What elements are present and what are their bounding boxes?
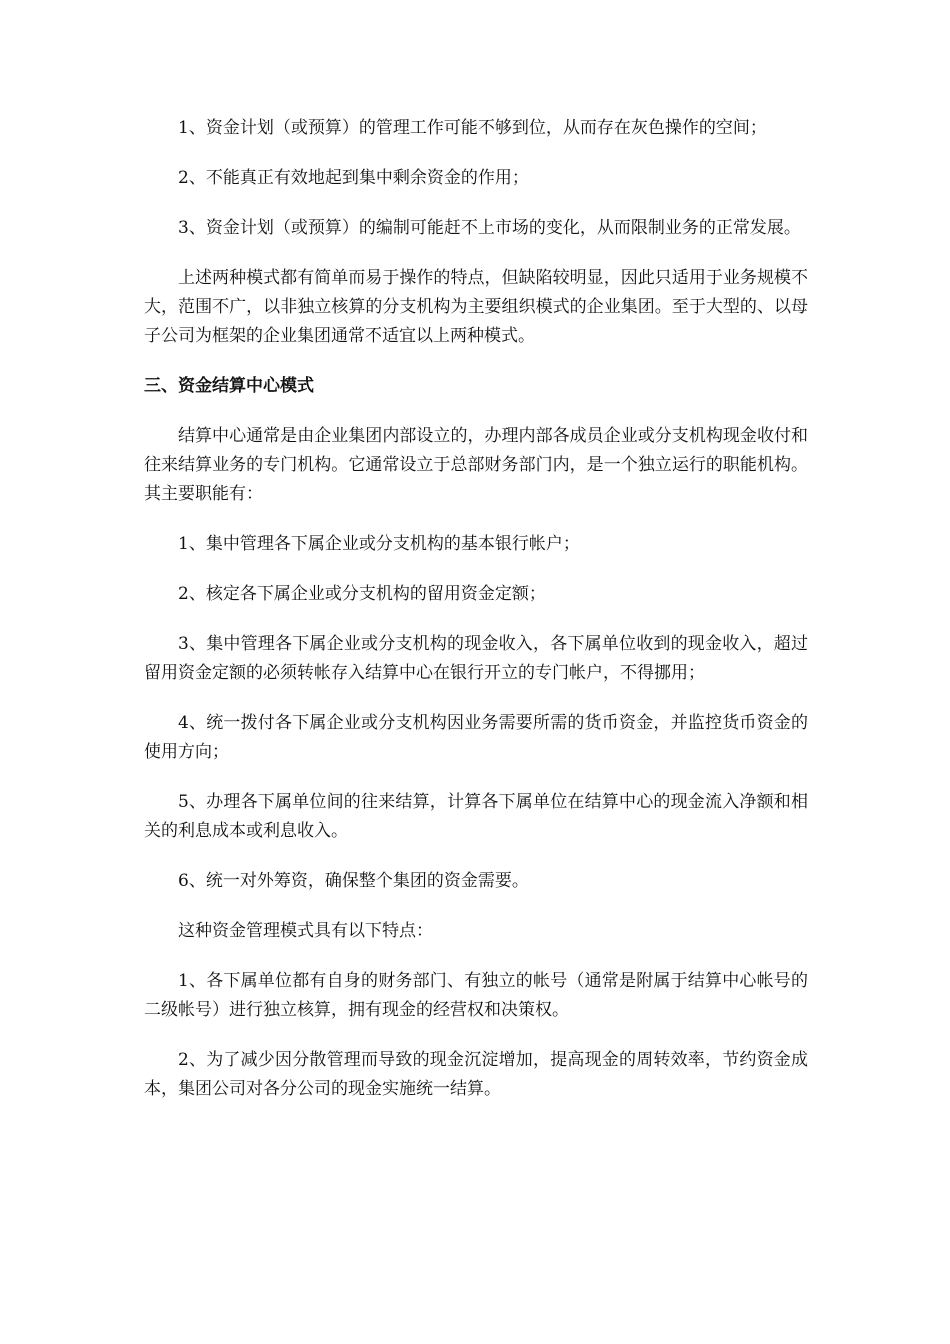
paragraph-feature-1: 1、各下属单位都有自身的财务部门、有独立的帐号（通常是附属于结算中心帐号的二级帐号）进行独立核算，拥有现金的经营权和决策权。 — [144, 971, 808, 1020]
paragraph-item-3: 3、资金计划（或预算）的编制可能赶不上市场的变化，从而限制业务的正常发展。 — [178, 218, 801, 238]
paragraph-function-3: 3、集中管理各下属企业或分支机构的现金收入，各下属单位收到的现金收入，超过留用资金定额的必须转帐存入结算中心在银行开立的专门帐户，不得挪用； — [144, 634, 808, 683]
paragraph-function-5: 5、办理各下属单位间的往来结算，计算各下属单位在结算中心的现金流入净额和相关的利息成本或利息收入。 — [144, 792, 808, 841]
paragraph-function-6: 6、统一对外筹资，确保整个集团的资金需要。 — [178, 871, 529, 891]
paragraph-function-1: 1、集中管理各下属企业或分支机构的基本银行帐户； — [178, 534, 580, 554]
paragraph-features-intro: 这种资金管理模式具有以下特点： — [178, 921, 433, 941]
paragraph-function-2: 2、核定各下属企业或分支机构的留用资金定额； — [178, 584, 546, 604]
paragraph-item-1: 1、资金计划（或预算）的管理工作可能不够到位，从而存在灰色操作的空间； — [178, 118, 767, 138]
paragraph-summary: 上述两种模式都有简单而易于操作的特点，但缺陷较明显，因此只适用于业务规模不大，范围不广，以非独立核算的分支机构为主要组织模式的企业集团。至于大型的、以母子公司为框架的企业集团通常不适宜以上两种模式。 — [144, 268, 808, 346]
paragraph-feature-2: 2、为了减少因分散管理而导致的现金沉淀增加，提高现金的周转效率，节约资金成本，集团公司对各分公司的现金实施统一结算。 — [144, 1050, 808, 1099]
paragraph-item-2: 2、不能真正有效地起到集中剩余资金的作用； — [178, 168, 529, 188]
paragraph-intro: 结算中心通常是由企业集团内部设立的，办理内部各成员企业或分支机构现金收付和往来结算业务的专门机构。它通常设立于总部财务部门内，是一个独立运行的职能机构。其主要职能有： — [144, 426, 808, 504]
section-heading: 三、资金结算中心模式 — [144, 376, 314, 396]
document-body — [144, 114, 808, 1125]
paragraph-function-4: 4、统一拨付各下属企业或分支机构因业务需要所需的货币资金，并监控货币资金的使用方向； — [144, 713, 808, 762]
